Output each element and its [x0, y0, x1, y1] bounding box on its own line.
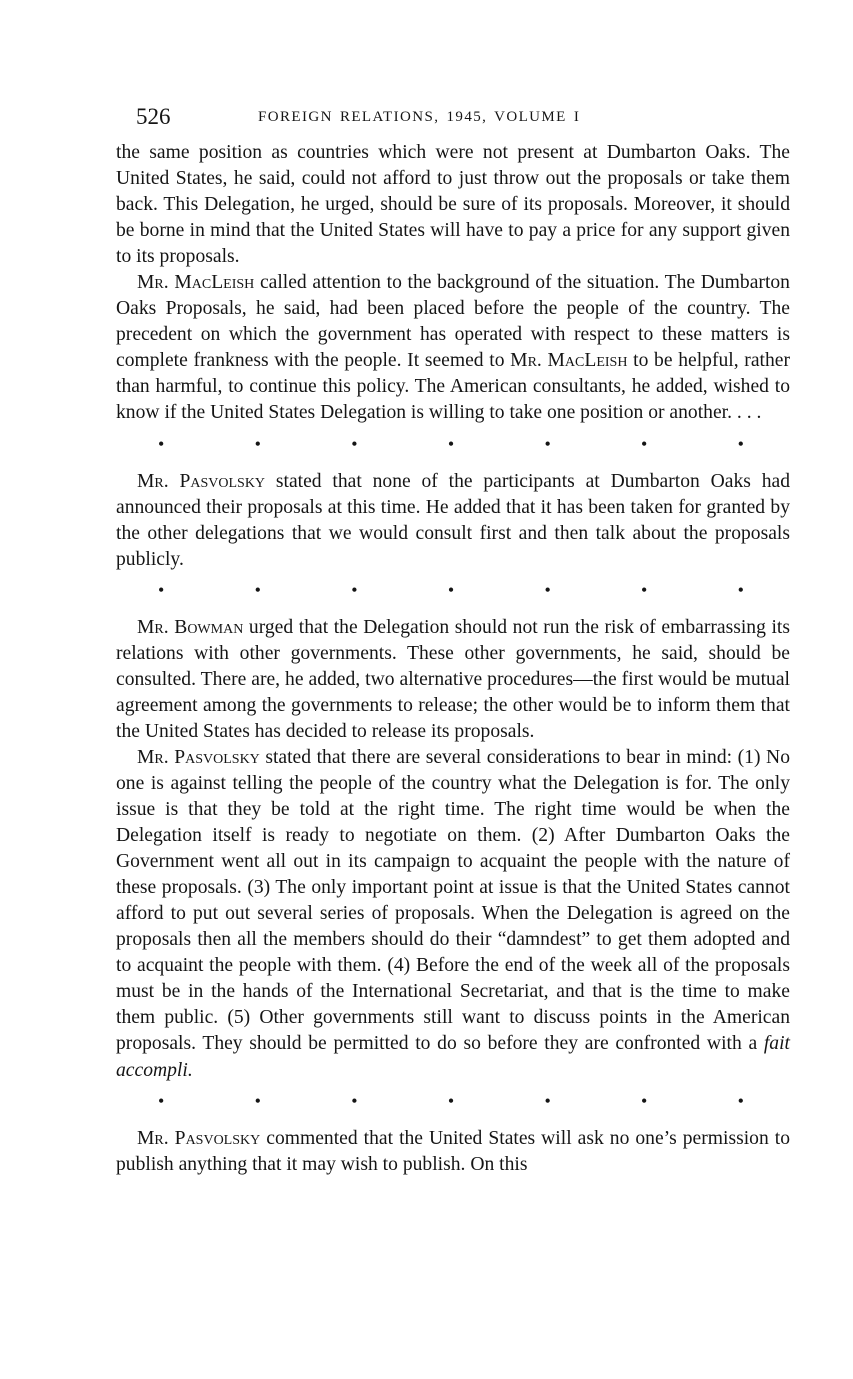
omission-dot: •: [351, 433, 358, 454]
omission-dot: •: [254, 433, 261, 454]
omission-dot: •: [737, 1090, 744, 1111]
body-text: [116, 140, 790, 1178]
document-page: [116, 100, 790, 1178]
italic-phrase: fait accompli.: [116, 1033, 790, 1081]
omission-dot: •: [737, 433, 744, 454]
omission-dot: •: [544, 1090, 551, 1111]
speaker-name: Mr. MacLeish: [510, 350, 628, 372]
omission-dot: •: [158, 1090, 165, 1111]
paragraph-text: urged that the Delegation should not run the risk of embarrassing its relations with other governments. These other governments, he said, should be consulted. There are, he added, two alternative procedures—the first would be mutual agreement among the governments to release; the other would be to inform them that the United States has decided to release its proposals.: [116, 616, 790, 742]
speaker-name: Mr. MacLeish: [137, 272, 255, 294]
paragraph-text: the same position as countries which were not present at Dumbarton Oaks. The United States, he said, could not afford to just throw out the proposals or take them back. This Delegation, he urged, should be sure of its proposals. Moreover, it should be borne in mind that the United States will have to pay a price for any support given to its proposals.: [116, 142, 790, 268]
omission-dots: [116, 1088, 790, 1114]
omission-dot: •: [351, 579, 358, 600]
running-head: FOREIGN RELATIONS, 1945, VOLUME I: [258, 109, 581, 125]
omission-dot: •: [158, 579, 165, 600]
omission-dot: •: [544, 433, 551, 454]
paragraph-text: stated that none of the participants at Dumbarton Oaks had announced their proposals at this time. He added that it has been taken for granted by the other delegations that we would consult first and then talk about the proposals publicly.: [116, 470, 791, 570]
paragraph-text: to be helpful, rather than harmful, to continue this policy. The American consultants, he added, wished to know if the United States Delegation is willing to take one position or another. . . .: [116, 350, 790, 424]
speaker-name: Mr. Pasvolsky: [137, 746, 260, 768]
speaker-name: Mr. Bowman: [137, 616, 244, 638]
paragraph-text: commented that the United States will ask no one’s permission to publish anything that it may wish to publish. On this: [116, 1127, 790, 1175]
omission-dots: [116, 577, 790, 603]
omission-dot: •: [351, 1090, 358, 1111]
page-number: 526: [136, 104, 171, 129]
paragraph-pasvolsky-1: [116, 469, 790, 573]
speaker-name: Mr. Pasvolsky: [137, 1127, 261, 1149]
paragraph-pasvolsky-3: [116, 1126, 790, 1178]
paragraph-macleish: [116, 270, 790, 426]
omission-dot: •: [447, 1090, 455, 1111]
omission-dot: •: [254, 579, 261, 600]
page-header: [116, 100, 790, 140]
omission-dot: •: [254, 1090, 261, 1111]
omission-dot: •: [447, 579, 455, 600]
omission-dot: •: [158, 433, 165, 454]
paragraph-text: called attention to the background of the situation. The Dumbarton Oaks Proposals, he said, had been placed before the people of the country. The precedent on which the government has operated with respect to these matters is complete frankness with the people. It seemed to: [116, 272, 790, 372]
omission-dot: •: [544, 579, 551, 600]
paragraph-bowman: [116, 615, 790, 745]
paragraph-text: stated that there are several considerations to bear in mind: (1) No one is against telling the people of the country what the Delegation is for. The only issue is that they be told at the right time. The right time would be when the Delegation itself is ready to negotiate on them. (2) After Dumbarton Oaks the Government went all out in its campaign to acquaint the people with the nature of these proposals. (3) The only important point at issue is that the United States cannot afford to put out several series of proposals. When the Delegation is agreed on the proposals then all the members should do their “damndest” to get them adopted and to acquaint the people with them. (4) Before the end of the week all of the proposals must be in the hands of the International Secretariat, and that is the time to make them public. (5) Other governments still want to discuss points in the American proposals. They should be permitted to do so before they are confronted with a: [116, 746, 790, 1055]
omission-dot: •: [447, 433, 455, 454]
omission-dots: [116, 431, 790, 457]
omission-dot: •: [641, 579, 648, 600]
omission-dot: •: [641, 1090, 648, 1111]
speaker-name: Mr. Pasvolsky: [137, 470, 266, 492]
omission-dot: •: [737, 579, 744, 600]
omission-dot: •: [641, 433, 648, 454]
paragraph-pasvolsky-2: [116, 745, 790, 1084]
paragraph-continued: [116, 140, 790, 270]
